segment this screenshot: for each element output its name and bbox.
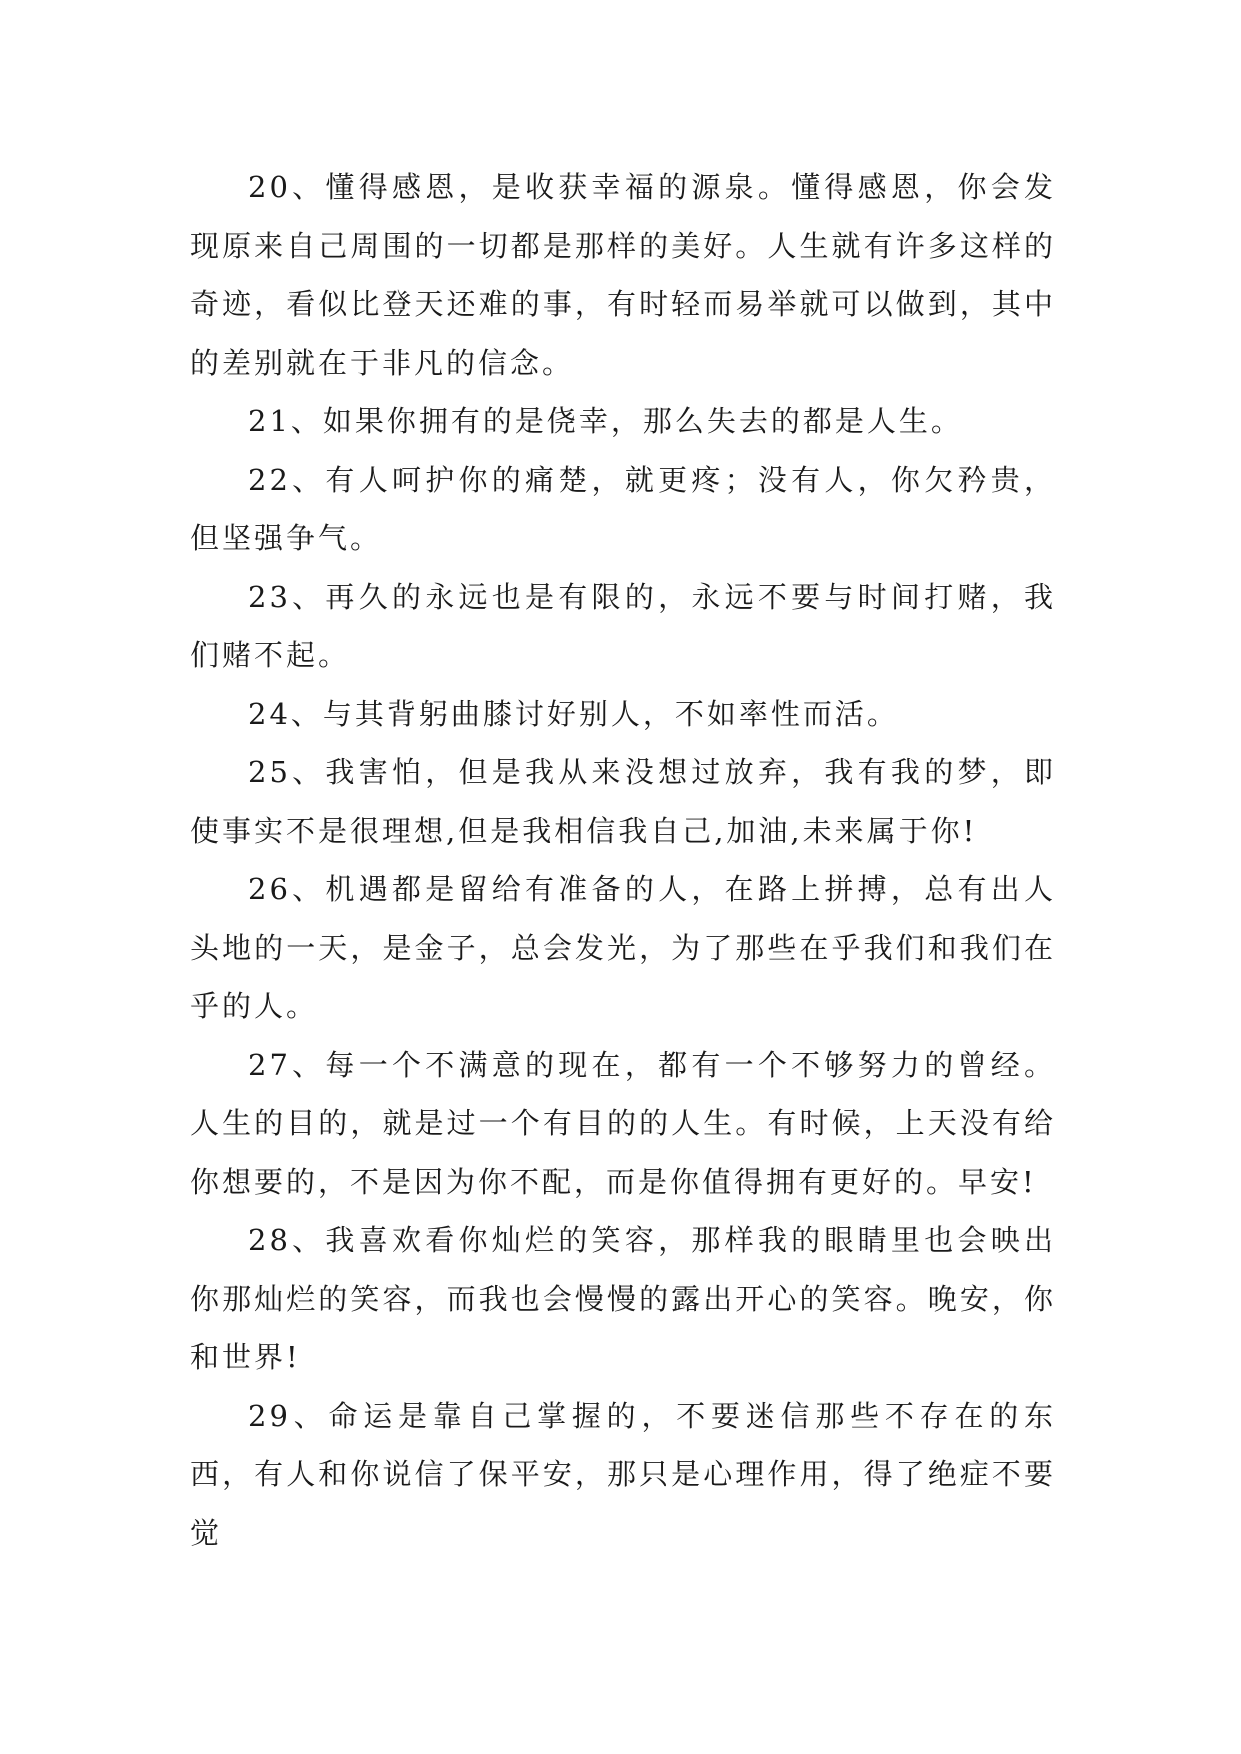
paragraph-21: 21、如果你拥有的是侥幸，那么失去的都是人生。 — [248, 404, 963, 438]
document-body — [190, 158, 1056, 1562]
paragraph-22: 22、有人呵护你的痛楚，就更疼；没有人，你欠矜贵，但坚强争气。 — [190, 462, 1056, 555]
paragraph-29: 29、命运是靠自己掌握的，不要迷信那些不存在的东西，有人和你说信了保平安，那只是心理作用，得了绝症不要觉 — [190, 1398, 1056, 1550]
paragraph-23: 23、再久的永远也是有限的，永远不要与时间打赌，我们赌不起。 — [190, 579, 1056, 672]
paragraph-28: 28、我喜欢看你灿烂的笑容，那样我的眼睛里也会映出你那灿烂的笑容，而我也会慢慢的露出开心的笑容。晚安，你和世界! — [190, 1223, 1056, 1374]
paragraph-24: 24、与其背躬曲膝讨好别人，不如率性而活。 — [248, 696, 899, 731]
paragraph-20: 20、懂得感恩，是收获幸福的源泉。懂得感恩，你会发现原来自己周围的一切都是那样的美好。人生就有许多这样的奇迹，看似比登天还难的事，有时轻而易举就可以做到，其中的差别就在于非凡的信念。 — [190, 170, 1056, 380]
paragraph-27: 27、每一个不满意的现在，都有一个不够努力的曾经。人生的目的，就是过一个有目的的人生。有时候，上天没有给你想要的，不是因为你不配，而是你值得拥有更好的。早安! — [190, 1047, 1056, 1199]
paragraph-25: 25、我害怕，但是我从来没想过放弃，我有我的梦，即使事实不是很理想,但是我相信我自己,加油,未来属于你! — [190, 755, 1056, 848]
paragraph-26: 26、机遇都是留给有准备的人，在路上拼搏，总有出人头地的一天，是金子，总会发光，为了那些在乎我们和我们在乎的人。 — [190, 872, 1056, 1023]
